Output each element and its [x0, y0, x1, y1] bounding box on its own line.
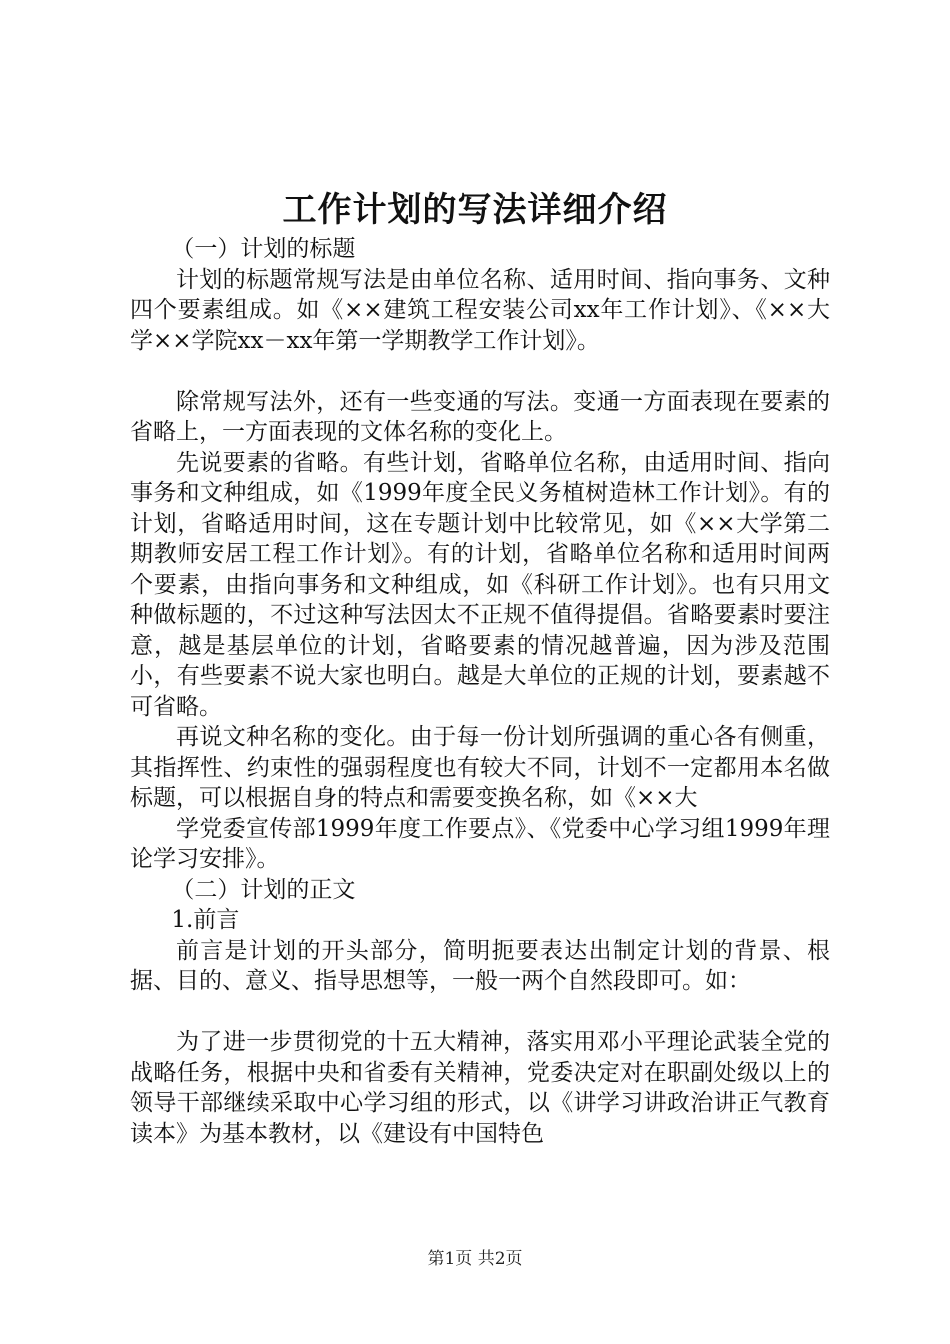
paragraph-preface-example: 为了进一步贯彻党的十五大精神，落实用邓小平理论武装全党的战略任务，根据中央和省委有关精神，党委决定对在职副处级以上的领导干部继续采取中心学习组的形式，以《讲学习讲政治讲正气教育读本》为基本教材，以《建设有中国特色 — [130, 1029, 830, 1147]
paragraph-spacer — [130, 997, 830, 1028]
section-heading-body: （二）计划的正文 — [171, 876, 356, 903]
paragraph-genre-name-change: 再说文种名称的变化。由于每一份计划所强调的重心各有侧重，其指挥性、约束性的强弱程度也有较大不同，计划不一定都用本名做标题，可以根据自身的特点和需要变换名称，如《××大 — [130, 724, 830, 811]
page-number-footer: 第1页 共2页 — [427, 1249, 523, 1269]
paragraph-element-omission: 先说要素的省略。有些计划，省略单位名称，由适用时间、指向事务和文种组成，如《1999年度全民义务植树造林工作计划》。有的计划，省略适用时间，这在专题计划中比较常见，如《××大学第二期教师安居工程工作计划》。有的计划，省略单位名称和适用时间两个要素，由指向事务和文种组成，如《科研工作计划》。也有只用文种做标题的，不过这种写法因太不正规不值得提倡。省略要素时要注意，越是基层单位的计划，省略要素的情况越普遍，因为涉及范围小，有些要素不说大家也明白。越是大单位的正规的计划，要素越不可省略。 — [130, 449, 830, 720]
paragraph-spacer — [130, 356, 830, 387]
section-heading-title: （一）计划的标题 — [171, 236, 356, 262]
paragraph-title-variations: 除常规写法外，还有一些变通的写法。变通一方面表现在要素的省略上，一方面表现的文体名称的变化上。 — [130, 388, 830, 445]
subheading-preface: 1.前言 — [171, 907, 240, 933]
document-title: 工作计划的写法详细介绍 — [282, 190, 668, 230]
document-body — [130, 234, 830, 1149]
paragraph-preface-description: 前言是计划的开头部分，简明扼要表达出制定计划的背景、根据、目的、意义、指导思想等，一般一两个自然段即可。如： — [130, 937, 830, 994]
paragraph-title-standard-format: 计划的标题常规写法是由单位名称、适用时间、指向事务、文种四个要素组成。如《××建筑工程安装公司xx年工作计划》、《××大学××学院xx－xx年第一学期教学工作计划》。 — [130, 266, 830, 354]
paragraph-genre-name-change-continued: 学党委宣传部1999年度工作要点》、《党委中心学习组1999年理论学习安排》。 — [130, 815, 830, 872]
